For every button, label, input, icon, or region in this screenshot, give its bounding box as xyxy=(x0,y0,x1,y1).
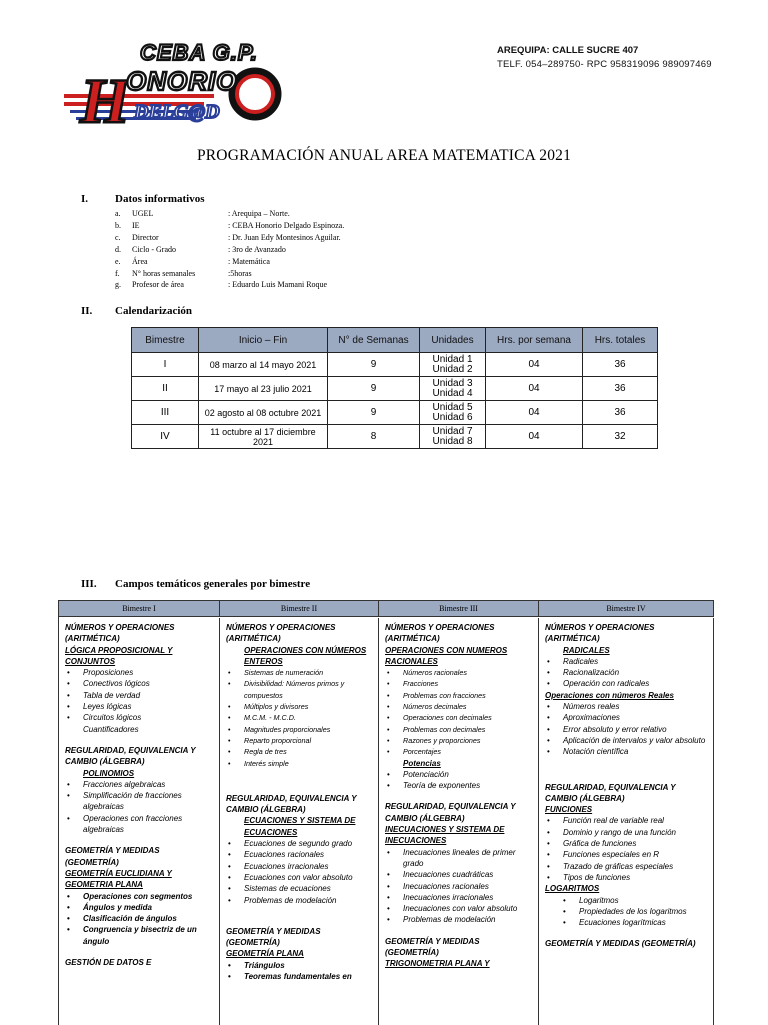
topic-list xyxy=(545,656,709,690)
list-item: • Error absoluto y error relativo xyxy=(545,724,709,735)
list-item: • Inecuaciones con valor absoluto xyxy=(385,903,534,914)
list-item: • Conectivos lógicos xyxy=(65,678,215,689)
list-item: • Operaciones con decimales xyxy=(385,712,534,723)
section-1-heading xyxy=(81,193,205,205)
list-item: • Triángulos xyxy=(226,960,374,971)
list-item: • Problemas de modelación xyxy=(385,914,534,925)
column-header: Hrs. por semana xyxy=(486,328,583,353)
list-item: • Congruencia y bisectriz de un ángulo xyxy=(65,924,215,947)
list-item: • Tipos de funciones xyxy=(545,872,709,883)
column-header: Unidades xyxy=(420,328,486,353)
topic-list xyxy=(385,847,534,926)
list-item: • Leyes lógicas xyxy=(65,701,215,712)
list-item: • Razones y proporciones xyxy=(385,735,534,746)
logo-graphic xyxy=(62,34,282,134)
list-item: • Aplicación de intervalos y valor absoluto xyxy=(545,735,709,746)
topic-list xyxy=(226,838,374,906)
list-item: • Potenciación xyxy=(385,769,534,780)
bimestre-4-column: NÚMEROS Y OPERACIONES (ARITMÉTICA) RADICALES • Radicales • Racionalización • Operación con radicales Operaciones con números Reales • Números reales • Aproximaciones • Error absoluto y error relativo • Aplicación de intervalos y valor absoluto • Notación científica REGULARIDAD, EQUIVALENCIA Y CAMBIO (ÁLGEBRA) FUNCIONES • Función real de variable real • Dominio y rango de una función • Gráfica de funciones • Funciones especiales en R • Trazado de gráficas especiales • Tipos de funciones LOGARITMOS • Logaritmos • Propiedades de los logaritmos • Ecuaciones logarítmicas GEOMETRÍA Y MEDIDAS (GEOMETRÍA) xyxy=(539,618,714,1025)
list-item: • Regla de tres xyxy=(226,746,374,757)
column-header: Bimestre II xyxy=(220,601,379,617)
list-item: • Magnitudes proporcionales xyxy=(226,724,374,735)
list-item: • Ecuaciones irracionales xyxy=(226,861,374,872)
list-item: • Inecuaciones racionales xyxy=(385,881,534,892)
section-number: III. xyxy=(81,578,97,590)
column-header: Hrs. totales xyxy=(583,328,658,353)
svg-text:H: H xyxy=(80,65,130,134)
bimestre-2-column: NÚMEROS Y OPERACIONES (ARITMÉTICA) OPERACIONES CON NÚMEROS ENTEROS • Sistemas de numeración • Divisibilidad: Números primos y compuestos • Múltiplos y divisores • M.C.M. - M.C.D. • Magnitudes proporcionales • Reparto proporcional • Regla de tres • Interés simple REGULARIDAD, EQUIVALENCIA Y CAMBIO (ÁLGEBRA) ECUACIONES Y SISTEMA DE ECUACIONES • Ecuaciones de segundo grado • Ecuaciones racionales • Ecuaciones irracionales • Ecuaciones con valor absoluto • Sistemas de ecuaciones • Problemas de modelación GEOMETRÍA Y MEDIDAS (GEOMETRÍA) GEOMETRÍA PLANA • Triángulos • Teoremas fundamentales en xyxy=(220,618,379,1025)
list-item: • Inecuaciones irracionales xyxy=(385,892,534,903)
list-item: • Divisibilidad: Números primos y compuestos xyxy=(226,678,374,701)
column-header: Bimestre I xyxy=(59,601,220,617)
topic-list xyxy=(545,815,709,883)
list-item: • Operación con radicales xyxy=(545,678,709,689)
topic-list xyxy=(385,667,534,757)
document-title: PROGRAMACIÓN ANUAL AREA MATEMATICA 2021 xyxy=(196,147,572,164)
list-item: • Dominio y rango de una función xyxy=(545,827,709,838)
topic-list xyxy=(226,960,374,983)
list-item: • Teoremas fundamentales en xyxy=(226,971,374,982)
column-header: Bimestre IV xyxy=(539,601,714,617)
list-item: • Circuitos lógicos xyxy=(65,712,215,723)
table-row: I 08 marzo al 14 mayo 2021 9 Unidad 1 Unidad 2 04 36 xyxy=(132,353,658,377)
topic-list xyxy=(65,891,215,947)
table-row: IV 11 octubre al 17 diciembre 2021 8 Unidad 7 Unidad 8 04 32 xyxy=(132,425,658,449)
table-row: III 02 agosto al 08 octubre 2021 9 Unidad 5 Unidad 6 04 36 xyxy=(132,401,658,425)
list-item: • Números decimales xyxy=(385,701,534,712)
list-item: • Números reales xyxy=(545,701,709,712)
list-item: • Inecuaciones lineales de primer grado xyxy=(385,847,534,870)
list-item: • Problemas de modelación xyxy=(226,895,374,906)
svg-text:ONORIO: ONORIO xyxy=(126,66,238,96)
svg-text:DELG@D: DELG@D xyxy=(134,101,220,123)
column-header: N° de Semanas xyxy=(328,328,420,353)
list-item: • Proposiciones xyxy=(65,667,215,678)
list-item: • Simplificación de fracciones algebraicas xyxy=(65,790,215,813)
list-item: • Tabla de verdad xyxy=(65,690,215,701)
list-item: • Gráfica de funciones xyxy=(545,838,709,849)
list-item: Cuantificadores xyxy=(83,724,139,734)
list-item: • Racionalización xyxy=(545,667,709,678)
list-item: • Logaritmos xyxy=(545,895,709,906)
topic-list xyxy=(65,667,215,723)
section-number: I. xyxy=(81,193,89,205)
topics-grid xyxy=(58,600,714,1025)
list-item: • Ángulos y medida xyxy=(65,902,215,913)
list-item: • Teoría de exponentes xyxy=(385,780,534,791)
list-item: • Inecuaciones cuadráticas xyxy=(385,869,534,880)
list-item: • Sistemas de ecuaciones xyxy=(226,883,374,894)
list-item: • Clasificación de ángulos xyxy=(65,913,215,924)
list-item: • Problemas con fracciones xyxy=(385,690,534,701)
list-item: • Problemas con decimales xyxy=(385,724,534,735)
section-2-heading xyxy=(81,305,192,317)
column-header: Inicio – Fin xyxy=(199,328,328,353)
list-item: • Operaciones con segmentos xyxy=(65,891,215,902)
list-item: • Trazado de gráficas especiales xyxy=(545,861,709,872)
topic-list xyxy=(545,701,709,757)
phone-numbers: TELF. 054–289750- RPC 958319096 989097469 xyxy=(497,59,712,70)
list-item: • Propiedades de los logaritmos xyxy=(545,906,709,917)
list-item: • Operaciones con fracciones algebraicas xyxy=(65,813,215,836)
column-header: Bimestre xyxy=(132,328,199,353)
column-header: Bimestre III xyxy=(379,601,539,617)
list-item: • Porcentajes xyxy=(385,746,534,757)
list-item: • Múltiplos y divisores xyxy=(226,701,374,712)
list-item: • Reparto proporcional xyxy=(226,735,374,746)
section-title: Calendarización xyxy=(115,305,192,317)
address: AREQUIPA: CALLE SUCRE 407 xyxy=(497,45,639,56)
info-list xyxy=(115,208,344,291)
list-item: • Interés simple xyxy=(226,758,374,769)
info-row: b. IE : CEBA Honorio Delgado Espinoza. xyxy=(115,220,345,230)
list-item: • Ecuaciones racionales xyxy=(226,849,374,860)
info-row: e. Área : Matemática xyxy=(115,256,270,266)
list-item: • Ecuaciones de segundo grado xyxy=(226,838,374,849)
bimestre-1-column: NÚMEROS Y OPERACIONES (ARITMÉTICA) LÓGICA PROPOSICIONAL Y CONJUNTOS • Proposiciones • Conectivos lógicos • Tabla de verdad • Leyes lógicas • Circuitos lógicos Cuantificadores REGULARIDAD, EQUIVALENCIA Y CAMBIO (ÁLGEBRA) POLINOMIOS • Fracciones algebraicas • Simplificación de fracciones algebraicas • Operaciones con fracciones algebraicas GEOMETRÍA Y MEDIDAS (GEOMETRÍA) GEOMETRÍA EUCLIDIANA Y GEOMETRIA PLANA • Operaciones con segmentos • Ángulos y medida • Clasificación de ángulos • Congruencia y bisectriz de un ángulo GESTIÓN DE DATOS E xyxy=(59,618,220,1025)
info-row: f. N° horas semanales :5horas xyxy=(115,268,252,278)
table-header-row xyxy=(132,328,658,353)
bimestre-3-column: NÚMEROS Y OPERACIONES (ARITMÉTICA) OPERACIONES CON NUMEROS RACIONALES • Números racionales • Fracciones • Problemas con fracciones • Números decimales • Operaciones con decimales • Problemas con decimales • Razones y proporciones • Porcentajes Potencias • Potenciación • Teoría de exponentes REGULARIDAD, EQUIVALENCIA Y CAMBIO (ÁLGEBRA) INECUACIONES Y SISTEMA DE INECUACIONES • Inecuaciones lineales de primer grado • Inecuaciones cuadráticas • Inecuaciones racionales • Inecuaciones irracionales • Inecuaciones con valor absoluto • Problemas de modelación GEOMETRÍA Y MEDIDAS (GEOMETRÍA) TRIGONOMETRIA PLANA Y xyxy=(379,618,539,1025)
list-item: • Función real de variable real xyxy=(545,815,709,826)
info-row: g. Profesor de área : Eduardo Luis Mamani Roque xyxy=(115,280,328,290)
list-item: • Fracciones algebraicas xyxy=(65,779,215,790)
contact-info xyxy=(497,44,712,72)
table-row: II 17 mayo al 23 julio 2021 9 Unidad 3 Unidad 4 04 36 xyxy=(132,377,658,401)
list-item: • Ecuaciones con valor absoluto xyxy=(226,872,374,883)
list-item: • Funciones especiales en R xyxy=(545,849,709,860)
info-row: a. UGEL : Arequipa – Norte. xyxy=(115,209,290,218)
section-title: Campos temáticos generales por bimestre xyxy=(115,578,311,590)
list-item: • Notación científica xyxy=(545,746,709,757)
topic-list xyxy=(65,779,215,835)
list-item: • Radicales xyxy=(545,656,709,667)
topic-list xyxy=(385,769,534,792)
list-item: • Fracciones xyxy=(385,678,534,689)
school-logo xyxy=(62,34,282,134)
list-item: • M.C.M. - M.C.D. xyxy=(226,712,374,723)
topic-list xyxy=(545,895,709,929)
info-row: d. Ciclo - Grado : 3ro de Avanzado xyxy=(115,244,286,254)
topic-list xyxy=(226,667,374,769)
section-3-heading xyxy=(81,578,310,590)
calendar-table xyxy=(131,327,658,449)
info-row: c. Director : Dr. Juan Edy Montesinos Aguilar. xyxy=(115,232,341,242)
section-number: II. xyxy=(81,305,93,317)
section-title: Datos informativos xyxy=(115,193,205,205)
list-item: • Ecuaciones logarítmicas xyxy=(545,917,709,928)
list-item: • Aproximaciones xyxy=(545,712,709,723)
list-item: • Sistemas de numeración xyxy=(226,667,374,678)
svg-text:CEBA G.P.: CEBA G.P. xyxy=(140,40,258,65)
list-item: • Números racionales xyxy=(385,667,534,678)
